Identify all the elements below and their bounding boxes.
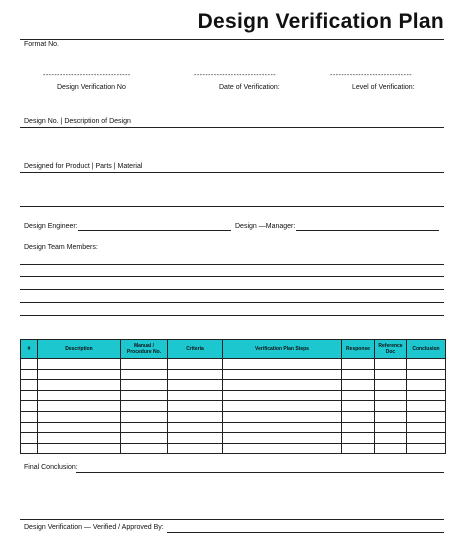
table-cell[interactable] — [168, 433, 223, 444]
header-verification-steps: Verification Plan Steps — [223, 340, 342, 359]
table-row — [21, 390, 446, 401]
design-team-label: Design Team Members: — [24, 244, 98, 251]
level-of-verification-label: Level of Verification: — [352, 84, 415, 91]
table-cell[interactable] — [375, 359, 407, 370]
table-cell[interactable] — [342, 422, 375, 433]
table-cell[interactable] — [407, 359, 446, 370]
table-cell[interactable] — [21, 433, 38, 444]
design-no-label: Design No. | Description of Design — [24, 118, 131, 125]
table-cell[interactable] — [168, 369, 223, 380]
table-cell[interactable] — [407, 380, 446, 391]
verification-no-label: Design Verification No — [57, 84, 126, 91]
approved-by-line — [167, 532, 444, 533]
table-cell[interactable] — [21, 422, 38, 433]
table-cell[interactable] — [121, 422, 168, 433]
table-header-row — [21, 340, 446, 359]
table-cell[interactable] — [121, 411, 168, 422]
header-response: Response — [342, 340, 375, 359]
table-cell[interactable] — [407, 401, 446, 412]
table-cell[interactable] — [375, 369, 407, 380]
final-conclusion-label: Final Conclusion: — [24, 464, 78, 471]
table-cell[interactable] — [21, 443, 38, 454]
table-cell[interactable] — [168, 411, 223, 422]
title-rule — [20, 39, 444, 40]
table-row — [21, 443, 446, 454]
table-cell[interactable] — [168, 422, 223, 433]
table-cell[interactable] — [38, 422, 121, 433]
level-dashes: ----------------------------- — [330, 72, 413, 79]
table-cell[interactable] — [121, 390, 168, 401]
table-row — [21, 359, 446, 370]
designed-for-line — [20, 172, 444, 173]
table-cell[interactable] — [342, 390, 375, 401]
format-no-label: Format No. — [24, 41, 60, 48]
table-row — [21, 401, 446, 412]
table-cell[interactable] — [375, 433, 407, 444]
table-cell[interactable] — [21, 369, 38, 380]
table-cell[interactable] — [21, 359, 38, 370]
table-cell[interactable] — [121, 369, 168, 380]
verification-table — [20, 339, 446, 454]
table-cell[interactable] — [223, 433, 342, 444]
team-line-2 — [20, 276, 444, 277]
table-cell[interactable] — [407, 433, 446, 444]
table-cell[interactable] — [342, 401, 375, 412]
header-number: # — [21, 340, 38, 359]
table-cell[interactable] — [407, 443, 446, 454]
team-line-3 — [20, 289, 444, 290]
header-manual-procedure: Manual / Procedure No. — [121, 340, 168, 359]
team-line-4 — [20, 302, 444, 303]
table-cell[interactable] — [21, 390, 38, 401]
table-cell[interactable] — [121, 380, 168, 391]
header-criteria: Criteria — [168, 340, 223, 359]
header-reference-doc: Reference Doc — [375, 340, 407, 359]
design-engineer-label: Design Engineer: — [24, 223, 78, 230]
table-cell[interactable] — [407, 390, 446, 401]
final-conclusion-line — [76, 472, 444, 473]
table-cell[interactable] — [121, 433, 168, 444]
table-cell[interactable] — [121, 443, 168, 454]
table-cell[interactable] — [342, 380, 375, 391]
table-cell[interactable] — [342, 411, 375, 422]
table-cell[interactable] — [38, 401, 121, 412]
table-row — [21, 380, 446, 391]
table-cell[interactable] — [223, 401, 342, 412]
table-cell[interactable] — [223, 380, 342, 391]
table-cell[interactable] — [38, 390, 121, 401]
table-cell[interactable] — [223, 359, 342, 370]
table-cell[interactable] — [223, 422, 342, 433]
table-cell[interactable] — [375, 401, 407, 412]
table-cell[interactable] — [38, 443, 121, 454]
table-cell[interactable] — [21, 411, 38, 422]
approved-by-label: Design Verification — Verified / Approved By: — [24, 524, 164, 531]
table-cell[interactable] — [223, 411, 342, 422]
table-row — [21, 433, 446, 444]
table-row — [21, 422, 446, 433]
table-cell[interactable] — [38, 359, 121, 370]
table-cell[interactable] — [38, 369, 121, 380]
design-manager-line — [296, 230, 439, 231]
table-cell[interactable] — [375, 380, 407, 391]
table-cell[interactable] — [168, 359, 223, 370]
table-cell[interactable] — [407, 411, 446, 422]
design-engineer-line — [78, 230, 231, 231]
date-of-verification-label: Date of Verification: — [219, 84, 280, 91]
table-cell[interactable] — [21, 401, 38, 412]
table-cell[interactable] — [342, 369, 375, 380]
table-cell[interactable] — [375, 411, 407, 422]
table-cell[interactable] — [407, 422, 446, 433]
table-cell[interactable] — [223, 390, 342, 401]
final-conclusion-line-2 — [20, 519, 444, 520]
table-cell[interactable] — [168, 390, 223, 401]
designed-for-line-2 — [20, 206, 444, 207]
table-cell[interactable] — [38, 411, 121, 422]
table-row — [21, 369, 446, 380]
header-description: Description — [38, 340, 121, 359]
document-title: Design Verification Plan — [197, 10, 444, 33]
table-cell[interactable] — [342, 433, 375, 444]
table-row — [21, 411, 446, 422]
table-cell[interactable] — [342, 443, 375, 454]
table-cell[interactable] — [223, 443, 342, 454]
table-body — [21, 359, 446, 454]
verification-no-dashes: ------------------------------- — [43, 72, 131, 79]
table-cell[interactable] — [168, 380, 223, 391]
table-cell[interactable] — [223, 369, 342, 380]
table-cell[interactable] — [375, 443, 407, 454]
table-cell[interactable] — [38, 380, 121, 391]
table-cell[interactable] — [168, 401, 223, 412]
table-cell[interactable] — [342, 359, 375, 370]
table-cell[interactable] — [38, 433, 121, 444]
table-cell[interactable] — [375, 422, 407, 433]
team-line-5 — [20, 315, 444, 316]
design-no-line — [20, 127, 444, 128]
team-line-1 — [20, 264, 444, 265]
table-cell[interactable] — [375, 390, 407, 401]
table-cell[interactable] — [121, 359, 168, 370]
designed-for-label: Designed for Product | Parts | Material — [24, 163, 143, 170]
table-cell[interactable] — [168, 443, 223, 454]
table-cell[interactable] — [21, 380, 38, 391]
date-dashes: ----------------------------- — [194, 72, 277, 79]
table-cell[interactable] — [121, 401, 168, 412]
header-conclusion: Conclusion — [407, 340, 446, 359]
design-manager-label: Design —Manager: — [235, 223, 296, 230]
table-cell[interactable] — [407, 369, 446, 380]
